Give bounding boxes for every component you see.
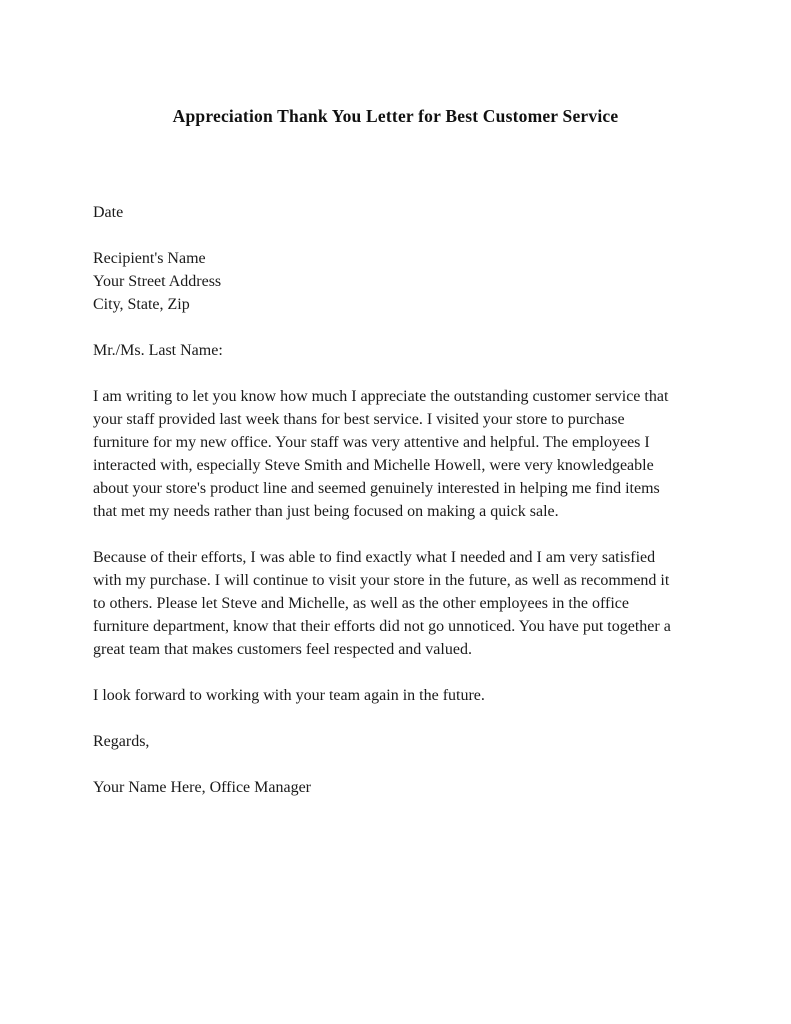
signature-line: Your Name Here, Office Manager: [93, 779, 311, 796]
body-paragraph-1: I am writing to let you know how much I appreciate the outstanding customer service that your staff provided last week thans for best service. I visited your store to purchase furniture for my new office. Your staff was very attentive and helpful. The employees I interacted with, especially Steve Smith and Michelle Howell, were very knowledgeable about your store's product line and seemed genuinely interested in helping me find items that met my needs rather than just being focused on making a quick sale.: [93, 388, 669, 520]
recipient-city-state-zip: City, State, Zip: [93, 296, 190, 313]
recipient-address-block: [93, 247, 671, 316]
body-paragraph-3: I look forward to working with your team again in the future.: [93, 687, 485, 704]
document-title: Appreciation Thank You Letter for Best Customer Service: [172, 106, 619, 126]
salutation-line: Mr./Ms. Last Name:: [93, 342, 223, 359]
date-line: Date: [93, 204, 124, 221]
recipient-name: Recipient's Name: [93, 250, 206, 267]
closing-line: Regards,: [93, 733, 150, 750]
body-paragraph-2: Because of their efforts, I was able to find exactly what I needed and I am very satisfied with my purchase. I will continue to visit your store in the future, as well as recommend it to others. Please let Steve and Michelle, as well as the other employees in the office furniture department, know that their efforts did not go unnoticed. You have put together a great team that makes customers feel respected and valued.: [93, 549, 671, 658]
recipient-street: Your Street Address: [93, 273, 222, 290]
